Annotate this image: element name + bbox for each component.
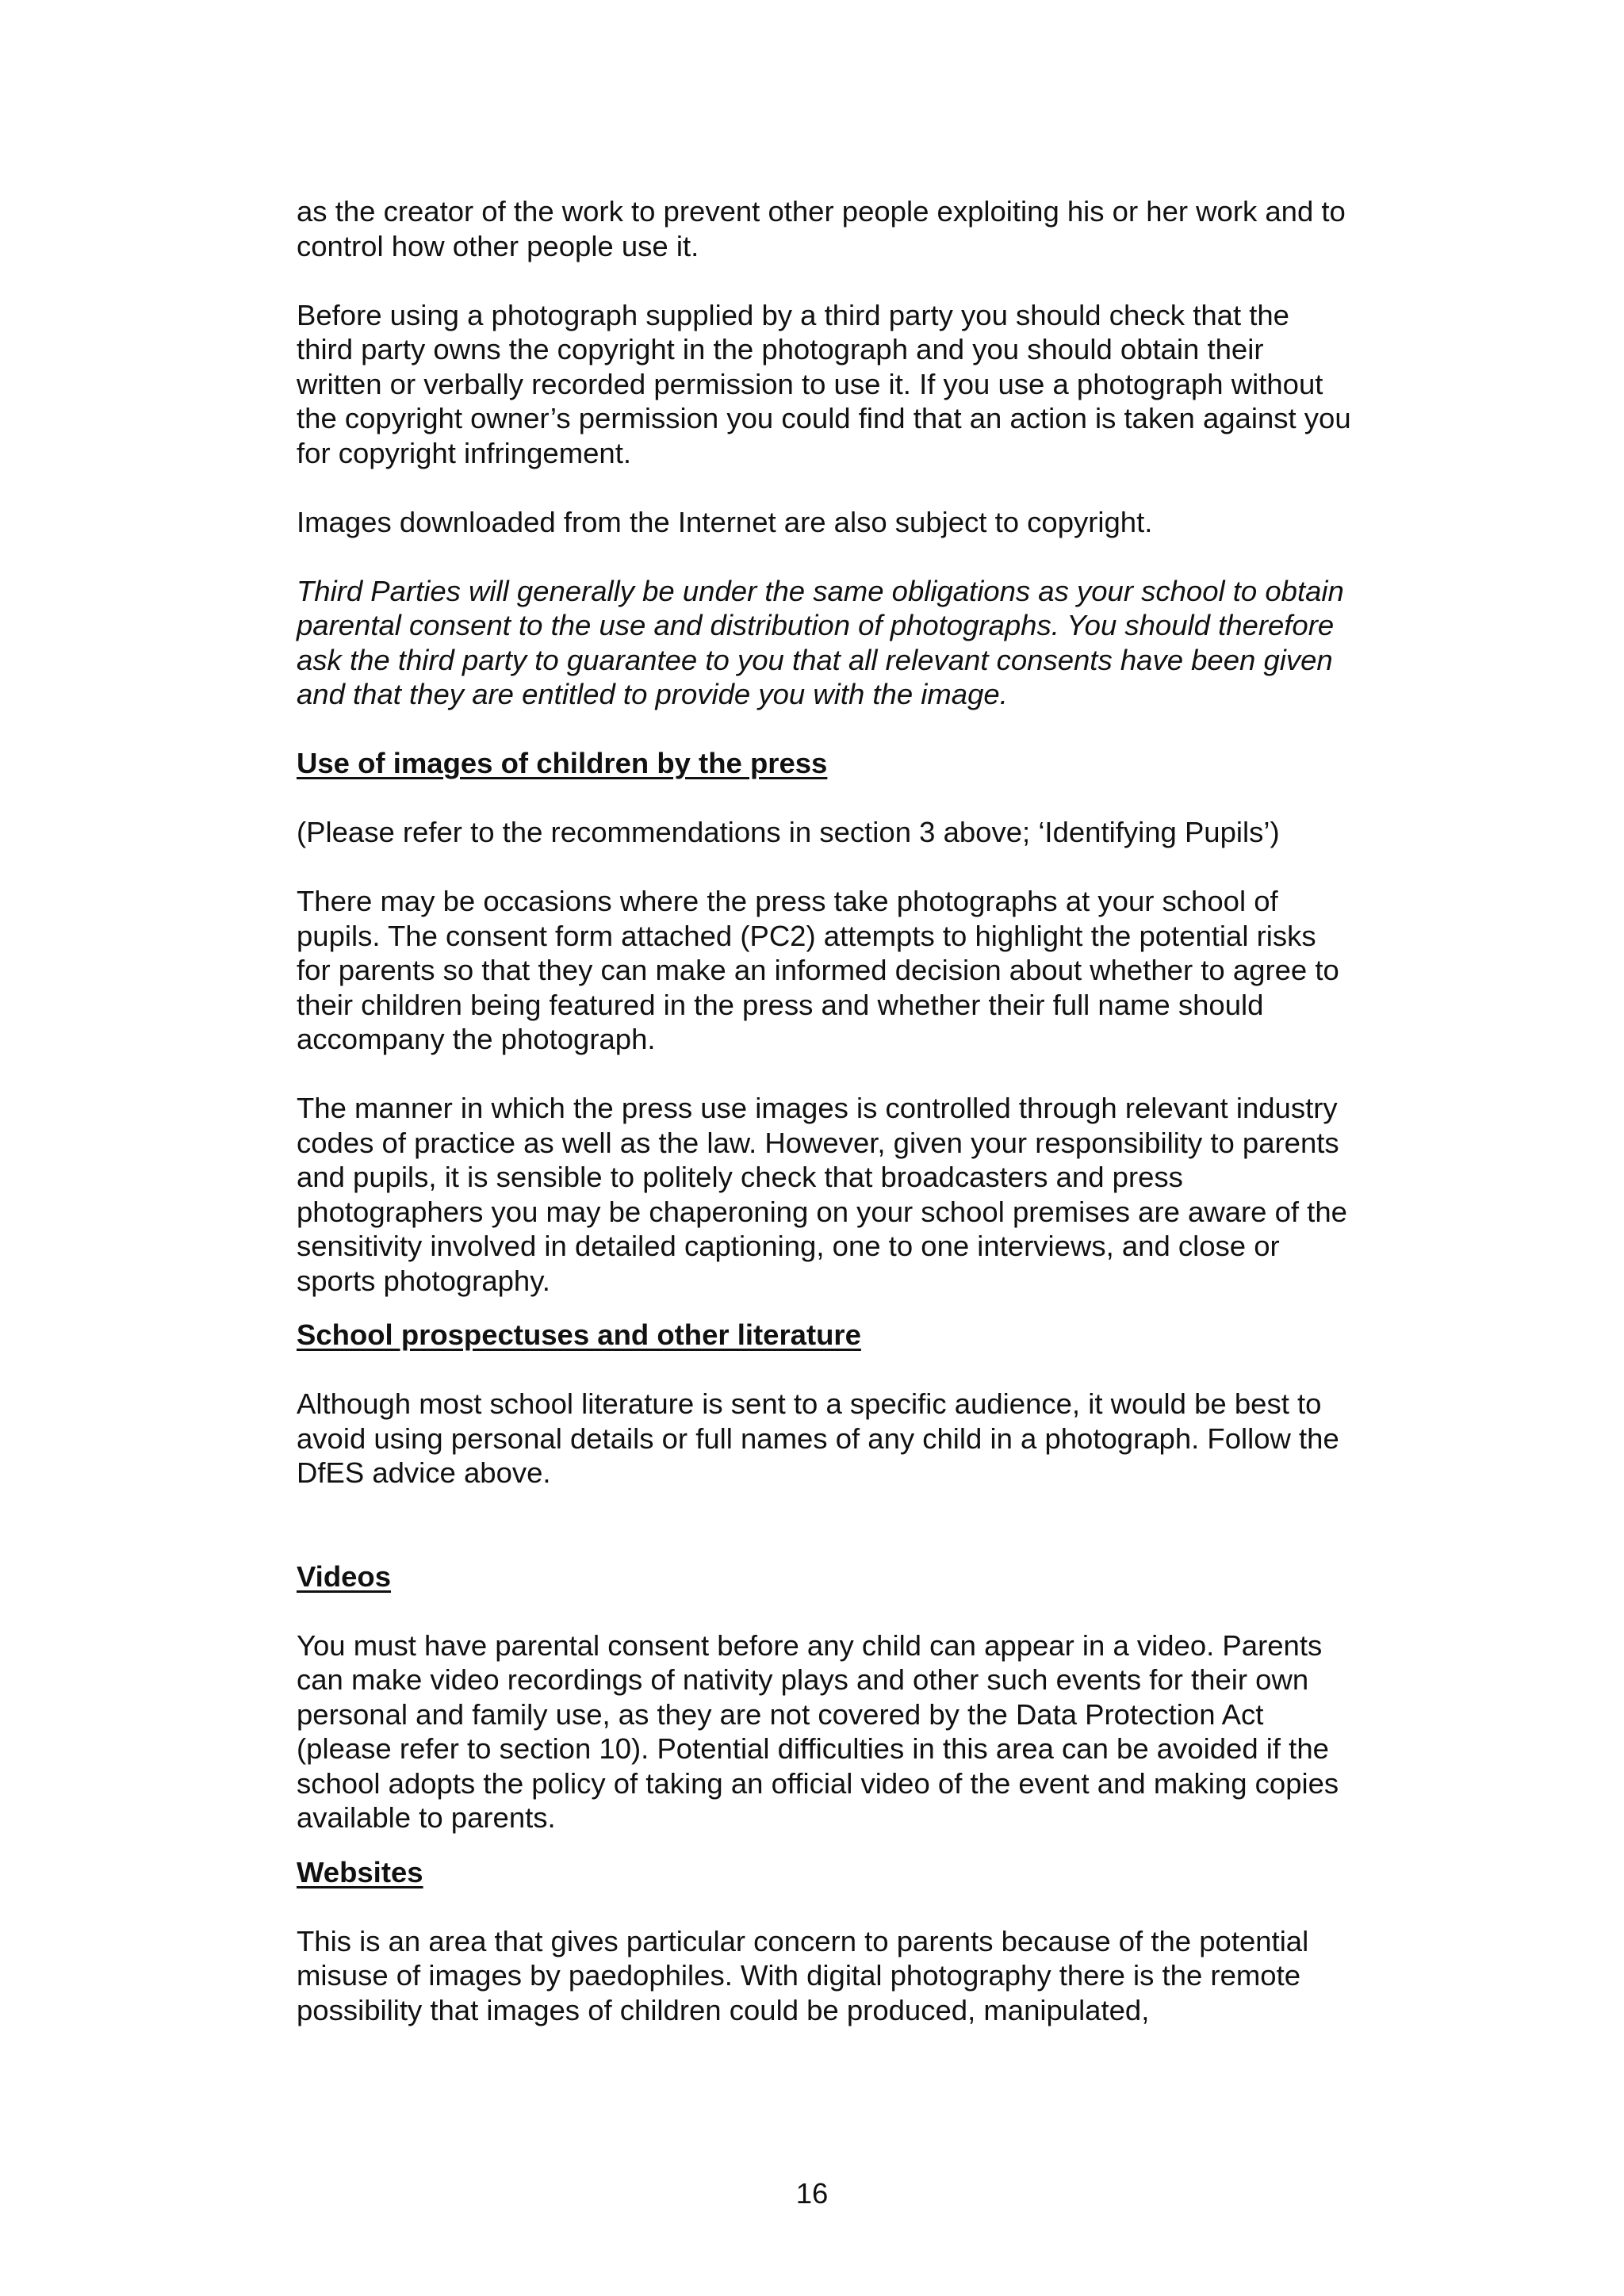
paragraph-internet-images: Images downloaded from the Internet are also subject to copyright. [297, 505, 1153, 538]
heading-websites: Websites [297, 1855, 423, 1888]
paragraph-third-parties-obligations: Third Parties will generally be under the same obligations as your school to obtain parental consent to the use and distribution of photographs. You should therefore ask the third party to guarantee to you that all relevant consents have been given and that they are entitled to provide you with the image. [297, 574, 1344, 710]
heading-prospectuses: School prospectuses and other literature [297, 1318, 861, 1351]
page-number: 16 [795, 2177, 829, 2210]
paragraph-copyright-creator: as the creator of the work to prevent other people exploiting his or her work and to control how other people use it. [297, 195, 1346, 262]
paragraph-press-reference: (Please refer to the recommendations in section 3 above; ‘Identifying Pupils’) [297, 816, 1280, 848]
paragraph-websites: This is an area that gives particular concern to parents because of the potential misuse of images by paedophiles. With digital photography there is the remote possibility that images of children could be produced, manipulated, [297, 1924, 1309, 2026]
heading-press: Use of images of children by the press [297, 747, 828, 779]
document-body [297, 194, 1351, 2062]
paragraph-videos: You must have parental consent before any child can appear in a video. Parents can make video recordings of nativity plays and other such events for their own personal and family use, as they are not covered by the Data Protection Act (please refer to section 10). Potential difficulties in this area can be avoided if the school adopts the policy of taking an official video of the event and making copies available to parents. [297, 1628, 1339, 1834]
paragraph-press-codes: The manner in which the press use images is controlled through relevant industry codes of practice as well as the law. However, given your responsibility to parents and pupils, it is sensible to politely check that broadcasters and press photographers you may be chaperoning on your school premises are aware of the sensitivity involved in detailed captioning, one to one interviews, and close or sports photography. [297, 1092, 1347, 1297]
paragraph-third-party-photograph: Before using a photograph supplied by a third party you should check that the third party owns the copyright in the photograph and you should obtain their written or verbally recorded permission to use it. If you use a photograph without the copyright owner’s permission you could find that an action is taken against you for copyright infringement. [297, 298, 1351, 469]
paragraph-prospectuses: Although most school literature is sent to a specific audience, it would be best to avoid using personal details or full names of any child in a photograph. Follow the DfES advice above. [297, 1387, 1339, 1489]
heading-videos: Videos [297, 1559, 392, 1593]
paragraph-press-occasions: There may be occasions where the press take photographs at your school of pupils. The consent form attached (PC2) attempts to highlight the potential risks for parents so that they can make an informed decision about whether to agree to their children being featured in the press and whether their full name should accompany the photograph. [297, 885, 1339, 1055]
